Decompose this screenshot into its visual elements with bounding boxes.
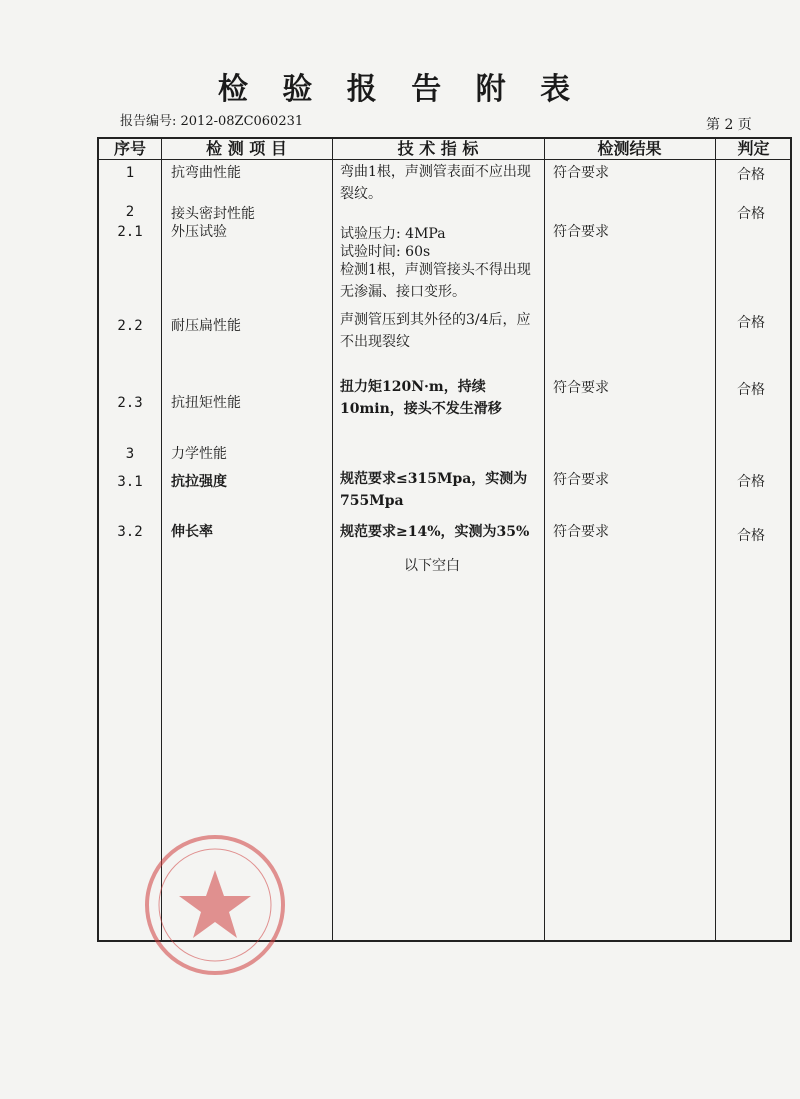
inspection-table: [97, 137, 792, 942]
row-item: 抗拉强度: [171, 474, 227, 490]
red-seal-star-icon: [140, 830, 290, 980]
row-seq: 2.2: [117, 318, 143, 334]
row-spec-line: 试验时间: 60s: [340, 244, 431, 260]
row-spec: 弯曲1根，声测管表面不应出现裂纹。: [340, 164, 531, 202]
row-item: 抗弯曲性能: [171, 165, 241, 181]
row-verdict: 合格: [737, 528, 765, 544]
row-seq: 3: [125, 446, 135, 462]
row-item: 抗扭矩性能: [171, 395, 241, 411]
row-item: 伸长率: [171, 524, 213, 540]
row-result: 符合要求: [553, 224, 609, 240]
column-divider: [715, 139, 716, 940]
column-divider: [161, 139, 162, 940]
row-spec: 扭力矩120N·m，持续10min，接头不发生滑移: [340, 379, 502, 417]
row-seq: 1: [125, 165, 135, 181]
header-spec: 技 术 指 标: [397, 139, 479, 158]
row-item: 耐压扁性能: [171, 318, 241, 334]
page-title: 检 验 报 告 附 表: [217, 72, 583, 107]
row-verdict: 合格: [737, 382, 765, 398]
blank-note: 以下空白: [404, 558, 460, 574]
row-spec: 规范要求≥14%，实测为35%: [340, 524, 530, 540]
row-result: 符合要求: [553, 380, 609, 396]
row-spec: 规范要求≤315Mpa，实测为755Mpa: [340, 471, 528, 509]
row-result: 符合要求: [553, 472, 609, 488]
row-spec-line: 试验压力: 4MPa: [340, 226, 446, 242]
row-item: 外压试验: [171, 224, 227, 240]
header-seq: 序号: [113, 139, 146, 158]
header-divider: [99, 159, 790, 160]
row-seq: 2.1: [117, 224, 143, 240]
row-spec: 检测1根，声测管接头不得出现无渗漏、接口变形。: [340, 262, 531, 300]
column-divider: [544, 139, 545, 940]
header-result: 检测结果: [597, 139, 662, 158]
row-item: 力学性能: [171, 446, 227, 462]
header-verdict: 判定: [737, 139, 770, 158]
row-seq: 2: [125, 204, 135, 220]
header-item: 检 测 项 目: [206, 139, 287, 158]
report-number: 报告编号: 2012-08ZC060231: [120, 114, 304, 129]
row-verdict: 合格: [737, 315, 765, 331]
row-verdict: 合格: [737, 474, 765, 490]
row-verdict: 合格: [737, 167, 765, 183]
row-verdict: 合格: [737, 206, 765, 222]
column-divider: [332, 139, 333, 940]
row-result: 符合要求: [553, 165, 609, 181]
row-seq: 3.2: [117, 524, 143, 540]
page-number: 第 2 页: [706, 117, 752, 133]
row-seq: 2.3: [117, 395, 143, 411]
row-spec: 声测管压到其外径的3/4后，应不出现裂纹: [340, 312, 531, 350]
row-seq: 3.1: [117, 474, 143, 490]
row-result: 符合要求: [553, 524, 609, 540]
row-item: 接头密封性能: [171, 206, 255, 222]
